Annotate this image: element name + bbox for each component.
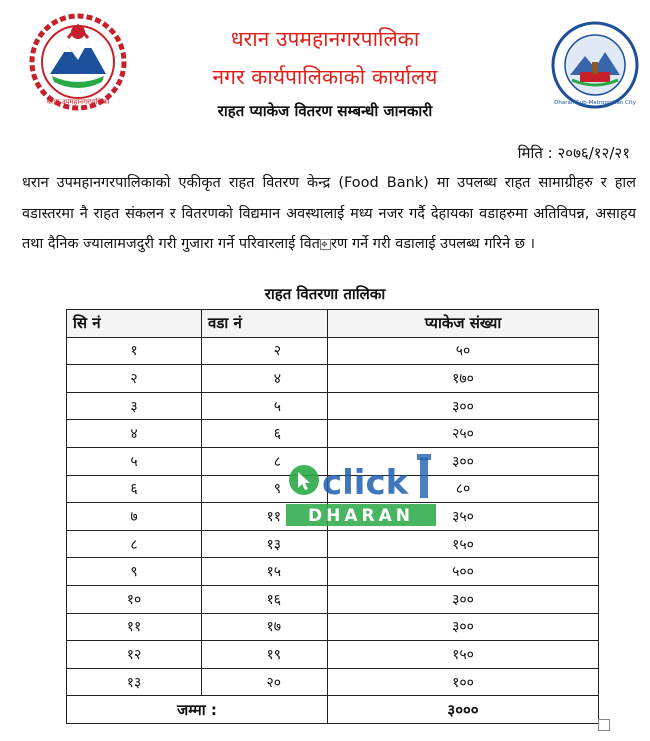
package-cell: २५० (328, 420, 599, 448)
ward-cell: २ (202, 337, 328, 365)
serial-cell: ५ (67, 447, 202, 475)
office-name: नगर कार्यपालिकाको कार्यालय (212, 65, 438, 89)
table-row (67, 420, 599, 448)
svg-text:Dharan Sub-Metropolitan City: Dharan Sub-Metropolitan City (554, 100, 636, 106)
ward-cell: १९ (202, 641, 328, 669)
table-total-row (67, 696, 599, 724)
header-ward-no: वडा नं (202, 310, 328, 338)
watermark-word-bottom: DHARAN (308, 506, 414, 526)
watermark-tower-icon (420, 458, 428, 498)
package-cell: १५० (328, 530, 599, 558)
serial-cell: १० (67, 585, 202, 613)
ward-cell: ११ (202, 503, 328, 531)
notice-date: मिति : २०७६/१२/२१ (517, 144, 630, 162)
package-cell: १५० (328, 641, 599, 669)
paragraph-text-b: रण गर्ने गरी वडालाई उपलब्ध गरिने छ । (330, 236, 535, 252)
table-row (67, 365, 599, 393)
dharan-submetropolitan-logo-icon (550, 20, 640, 110)
table-row (67, 641, 599, 669)
ward-cell: ५ (202, 392, 328, 420)
serial-cell: ३ (67, 392, 202, 420)
notice-paragraph (22, 168, 636, 260)
package-cell: १७० (328, 365, 599, 393)
notice-subject: राहत प्याकेज वितरण सम्बन्धी जानकारी (217, 102, 433, 120)
ward-cell: ८ (202, 447, 328, 475)
table-move-handle-icon[interactable]: ✥ (320, 239, 331, 250)
serial-cell: १ (67, 337, 202, 365)
ward-cell: २० (202, 668, 328, 696)
package-cell: ३०० (328, 613, 599, 641)
serial-cell: ४ (67, 420, 202, 448)
table-row (67, 530, 599, 558)
table-row (67, 337, 599, 365)
ward-cell: १५ (202, 558, 328, 586)
package-cell: ३५० (328, 503, 599, 531)
table-row (67, 668, 599, 696)
serial-cell: १३ (67, 668, 202, 696)
serial-cell: ८ (67, 530, 202, 558)
watermark-word-top: click (322, 463, 409, 503)
package-cell: ३०० (328, 392, 599, 420)
table-title: राहत वितरणा तालिका (264, 285, 386, 303)
serial-cell: २ (67, 365, 202, 393)
ward-cell: १७ (202, 613, 328, 641)
table-row (67, 613, 599, 641)
header-package-count: प्याकेज संख्या (328, 310, 599, 338)
organization-name: धरान उपमहानगरपालिका (230, 27, 420, 51)
paragraph-text-a: धरान उपमहानगरपालिकाको एकीकृत राहत वितरण केन्द्र (Food Bank) मा उपलब्ध राहत सामाग्रीहरु र हाल वडास्तरमा नै राहत संकलन र वितरणको विद्यमान अवस्थालाई मध्य नजर गर्दै देहायका वडाहरुमा अतिविपन्न, असाहय तथा दैनिक ज्यालामजदुरी गरी गुजारा गर्ने परिवारलाई वित (22, 175, 636, 252)
total-value: ३००० (328, 696, 599, 724)
header-serial-no: सि नं (67, 310, 202, 338)
package-cell: ५०० (328, 558, 599, 586)
table-row (67, 392, 599, 420)
table-row (67, 558, 599, 586)
package-cell: ८० (328, 475, 599, 503)
table-header-row (67, 310, 599, 338)
ward-cell: ६ (202, 420, 328, 448)
resize-handle-icon[interactable] (598, 719, 610, 731)
nepal-government-emblem-icon (28, 12, 128, 112)
serial-cell: ९ (67, 558, 202, 586)
serial-cell: ६ (67, 475, 202, 503)
package-cell: ३०० (328, 447, 599, 475)
svg-text:धरान उपमहानगरपालिका: धरान उपमहानगरपालिका (46, 98, 110, 106)
total-label: जम्मा : (67, 696, 328, 724)
click-dharan-watermark (286, 450, 436, 528)
serial-cell: १२ (67, 641, 202, 669)
serial-cell: ११ (67, 613, 202, 641)
ward-cell: १३ (202, 530, 328, 558)
ward-cell: ९ (202, 475, 328, 503)
ward-cell: १६ (202, 585, 328, 613)
package-cell: ३०० (328, 585, 599, 613)
package-cell: ५० (328, 337, 599, 365)
ward-cell: ४ (202, 365, 328, 393)
package-cell: १०० (328, 668, 599, 696)
table-row (67, 585, 599, 613)
serial-cell: ७ (67, 503, 202, 531)
